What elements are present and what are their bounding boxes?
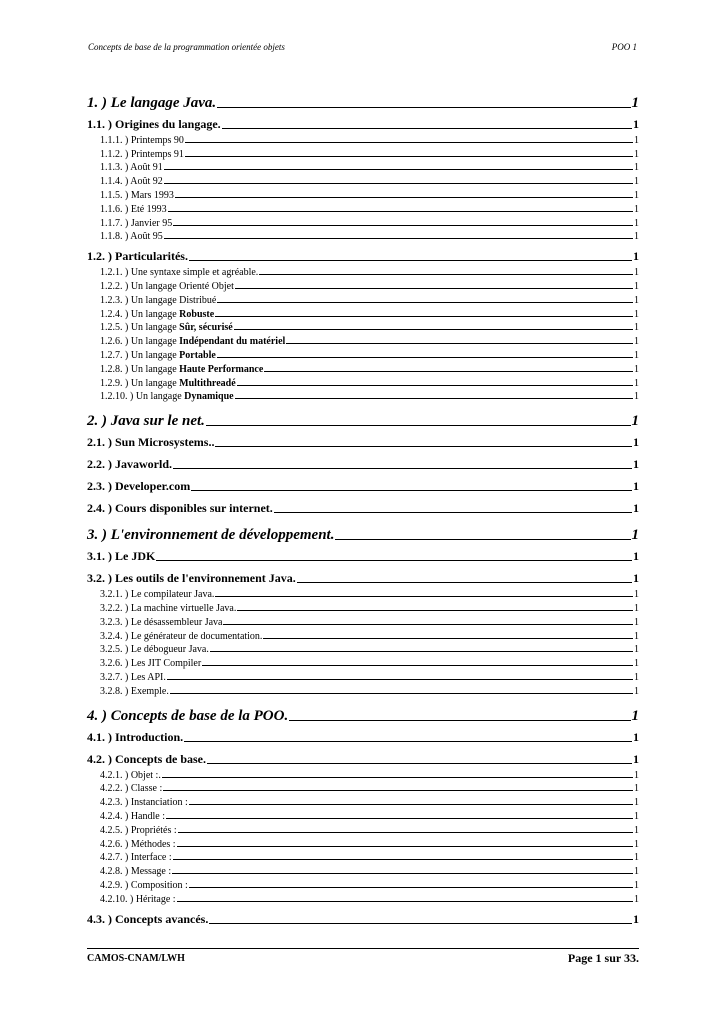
toc-entry[interactable]: 4.2.10. ) Héritage : 1 bbox=[100, 893, 639, 905]
toc-section-4-1[interactable]: 4.1. ) Introduction. 1 bbox=[87, 729, 639, 744]
toc-entry[interactable]: 1.2.6. ) Un langage Indépendant du matériel 1 bbox=[100, 336, 639, 348]
toc-page: 1 bbox=[631, 527, 639, 544]
toc-title: 3. ) L'environnement de développement. bbox=[87, 527, 335, 544]
toc-page: 1 bbox=[633, 249, 639, 264]
toc-entry[interactable]: 1.2.3. ) Un langage Distribué 1 bbox=[100, 294, 639, 306]
toc-entry[interactable]: 1.1.3. ) Août 91 1 bbox=[100, 162, 639, 174]
page-number: Page 1 sur 33. bbox=[567, 951, 639, 965]
toc-entry[interactable]: 3.2.7. ) Les API. 1 bbox=[100, 671, 639, 683]
toc-entry[interactable]: 4.2.8. ) Message : 1 bbox=[100, 866, 639, 878]
toc-entry[interactable]: 3.2.4. ) Le générateur de documentation. 1 bbox=[100, 630, 639, 642]
toc-entry[interactable]: 1.2.9. ) Un langage Multithreadé 1 bbox=[100, 377, 639, 389]
toc-entry[interactable]: 4.2.5. ) Propriétés : 1 bbox=[100, 824, 639, 836]
toc-page: 1 bbox=[631, 707, 639, 724]
toc-entry[interactable]: 1.1.1. ) Printemps 90 1 bbox=[100, 134, 639, 146]
toc-entry[interactable]: 3.2.6. ) Les JIT Compiler 1 bbox=[100, 658, 639, 670]
toc-entry[interactable]: 4.2.2. ) Classe : 1 bbox=[100, 783, 639, 795]
toc-chapter-2[interactable] bbox=[87, 410, 639, 430]
toc-title: 4.2. ) Concepts de base. bbox=[87, 751, 206, 766]
footer-author: CAMOS-CNAM/LWH bbox=[87, 953, 185, 964]
toc-entry[interactable]: 4.2.6. ) Méthodes : 1 bbox=[100, 838, 639, 850]
header-course: POO 1 bbox=[611, 42, 637, 52]
toc-entry[interactable]: 1.2.7. ) Un langage Portable 1 bbox=[100, 349, 639, 361]
toc-entry[interactable]: 1.2.1. ) Une syntaxe simple et agréable. 1 bbox=[100, 267, 639, 279]
toc-entry[interactable]: 1.2.8. ) Un langage Haute Performance 1 bbox=[100, 363, 639, 375]
toc-section[interactable]: 2.3. ) Developer.com 1 bbox=[87, 479, 639, 494]
toc-section-4-3[interactable]: 4.3. ) Concepts avancés. 1 bbox=[87, 911, 639, 926]
toc-entry[interactable]: 4.2.1. ) Objet :. 1 bbox=[100, 769, 639, 781]
toc-title: 1.1. ) Origines du langage. bbox=[87, 117, 221, 131]
toc-section-1-1[interactable] bbox=[87, 116, 639, 132]
toc-page: 1 bbox=[631, 413, 639, 430]
toc-entry[interactable]: 1.2.4. ) Un langage Robuste 1 bbox=[100, 308, 639, 320]
toc-title: 1.2. ) Particularités. bbox=[87, 249, 188, 264]
toc-entry[interactable]: 4.2.7. ) Interface : 1 bbox=[100, 852, 639, 864]
toc-entry[interactable]: 4.2.9. ) Composition : 1 bbox=[100, 879, 639, 891]
toc-entry[interactable]: 4.2.3. ) Instanciation : 1 bbox=[100, 797, 639, 809]
toc-entry[interactable]: 1.1.4. ) Août 92 1 bbox=[100, 176, 639, 188]
toc-entry[interactable]: 3.2.2. ) La machine virtuelle Java. 1 bbox=[100, 602, 639, 614]
toc-chapter-3[interactable] bbox=[87, 524, 639, 544]
toc-section-3-1[interactable]: 3.1. ) Le JDK 1 bbox=[87, 549, 639, 564]
toc-page: 1 bbox=[631, 95, 639, 111]
toc-section-4-2[interactable] bbox=[87, 751, 639, 767]
toc-entry[interactable]: 1.1.8. ) Août 95 1 bbox=[100, 231, 639, 243]
toc-chapter-1[interactable] bbox=[87, 92, 639, 112]
header-title: Concepts de base de la programmation orientée objets bbox=[88, 42, 285, 52]
toc-page: 1 bbox=[633, 751, 639, 766]
toc-entry[interactable]: 1.1.6. ) Eté 1993 1 bbox=[100, 203, 639, 215]
toc-title: 1. ) Le langage Java. bbox=[87, 95, 217, 111]
toc-entry[interactable]: 3.2.1. ) Le compilateur Java. 1 bbox=[100, 589, 639, 601]
toc-entry[interactable]: 3.2.3. ) Le désassembleur Java 1 bbox=[100, 616, 639, 628]
toc-section-3-2[interactable] bbox=[87, 570, 639, 586]
toc-entry[interactable]: 1.2.5. ) Un langage Sûr, sécurisé 1 bbox=[100, 322, 639, 334]
page-header bbox=[88, 42, 637, 52]
toc-page: 1 bbox=[633, 117, 639, 131]
toc-section-1-2[interactable] bbox=[87, 248, 639, 264]
toc-title: 3.2. ) Les outils de l'environnement Java. bbox=[87, 571, 296, 586]
toc-section[interactable]: 2.2. ) Javaworld. 1 bbox=[87, 457, 639, 472]
toc-title: 4. ) Concepts de base de la POO. bbox=[87, 707, 289, 724]
toc-entry[interactable]: 1.1.5. ) Mars 1993 1 bbox=[100, 189, 639, 201]
toc-entry[interactable]: 4.2.4. ) Handle : 1 bbox=[100, 810, 639, 822]
toc-chapter-4[interactable] bbox=[87, 705, 639, 725]
page-footer bbox=[87, 948, 639, 966]
table-of-contents bbox=[87, 90, 639, 927]
toc-entry[interactable]: 1.2.2. ) Un langage Orienté Objet 1 bbox=[100, 280, 639, 292]
toc-entry[interactable]: 1.2.10. ) Un langage Dynamique 1 bbox=[100, 391, 639, 403]
toc-page: 1 bbox=[633, 571, 639, 586]
toc-entry[interactable]: 1.1.7. ) Janvier 95 1 bbox=[100, 217, 639, 229]
toc-title: 2. ) Java sur le net. bbox=[87, 413, 205, 430]
toc-section[interactable]: 2.4. ) Cours disponibles sur internet. 1 bbox=[87, 501, 639, 516]
toc-entry[interactable]: 3.2.5. ) Le débogueur Java. 1 bbox=[100, 644, 639, 656]
toc-section[interactable]: 2.1. ) Sun Microsystems.. 1 bbox=[87, 435, 639, 450]
toc-entry[interactable]: 1.1.2. ) Printemps 91 1 bbox=[100, 148, 639, 160]
toc-entry[interactable]: 3.2.8. ) Exemple. 1 bbox=[100, 685, 639, 697]
